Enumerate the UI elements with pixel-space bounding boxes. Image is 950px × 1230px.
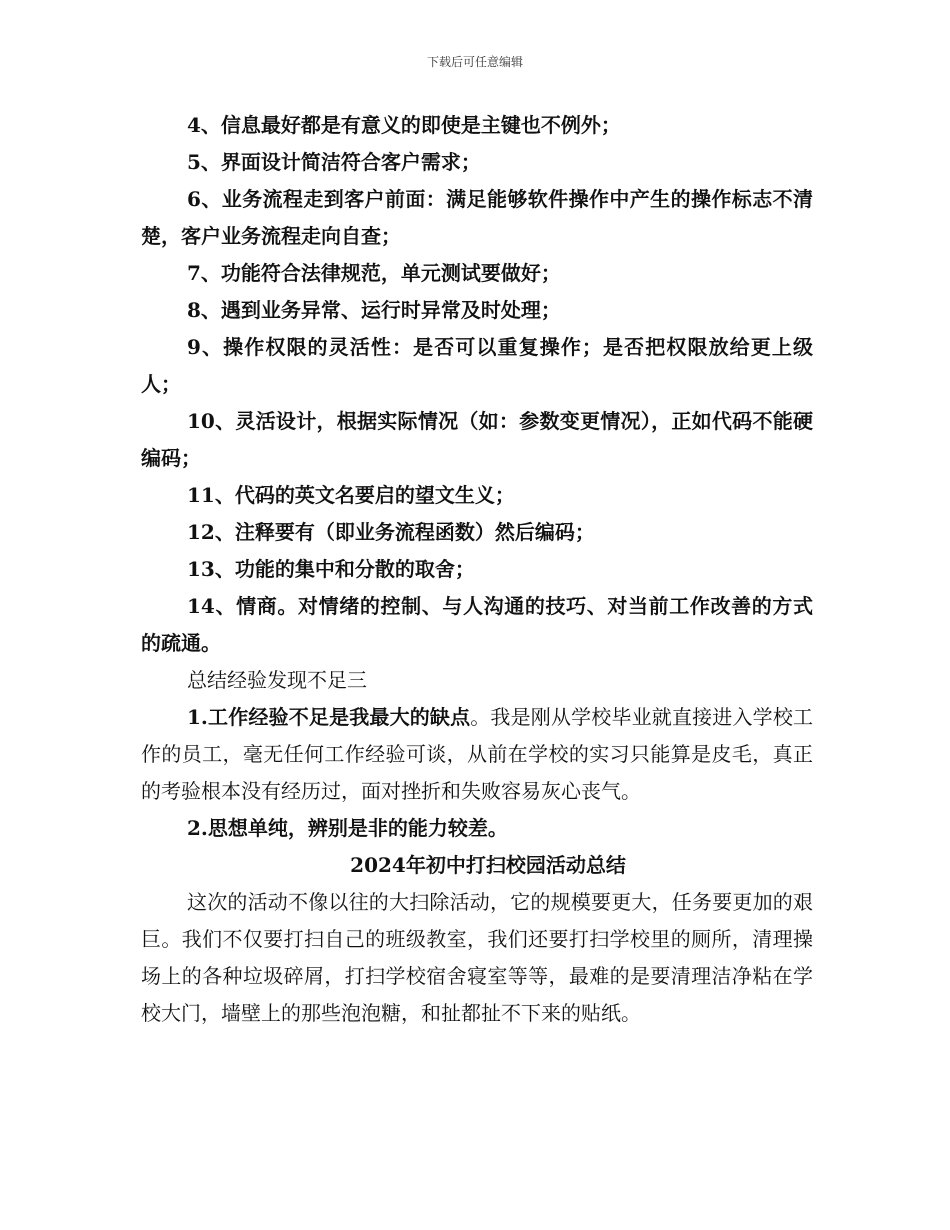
page-header: 下载后可任意编辑 xyxy=(426,55,523,69)
point-2: 2.思想单纯，辨别是非的能力较差。 xyxy=(187,816,508,840)
list-item: 10、灵活设计，根据实际情况（如：参数变更情况），正如代码不能硬编码； xyxy=(141,409,813,470)
list-item: 5、界面设计简洁符合客户需求； xyxy=(187,150,481,174)
article-body: 这次的活动不像以往的大扫除活动，它的规模要更大，任务要更加的艰巨。我们不仅要打扫自己的班级教室，我们还要打扫学校里的厕所，清理操场上的各种垃圾碎屑，打扫学校宿舍寝室等等，最难的是要清理洁净粘在学校大门，墙壁上的那些泡泡糖，和扯都扯不下来的贴纸。 xyxy=(141,890,813,1025)
list-item: 13、功能的集中和分散的取舍； xyxy=(187,557,475,581)
list-item: 6、业务流程走到客户前面：满足能够软件操作中产生的操作标志不清楚，客户业务流程走向自查； xyxy=(141,187,813,248)
list-item: 9、操作权限的灵活性：是否可以重复操作；是否把权限放给更上级人； xyxy=(141,335,813,396)
list-item: 14、情商。对情绪的控制、与人沟通的技巧、对当前工作改善的方式的疏通。 xyxy=(141,594,813,655)
point-1-lead: 1.工作经验不足是我最大的缺点 xyxy=(187,705,471,729)
list-item: 7、功能符合法律规范，单元测试要做好； xyxy=(187,261,561,285)
list-item: 12、注释要有（即业务流程函数）然后编码； xyxy=(187,520,595,544)
point-1 xyxy=(141,699,813,810)
list-item: 8、遇到业务异常、运行时异常及时处理； xyxy=(187,298,561,322)
article-title: 2024年初中打扫校园活动总结 xyxy=(350,853,626,877)
list-item: 11、代码的英文名要启的望文生义； xyxy=(187,483,515,507)
list-item: 4、信息最好都是有意义的即使是主键也不例外； xyxy=(187,113,621,137)
document-body xyxy=(141,107,813,1032)
point-1-text: 。我是刚从学校毕业就直接进入学校工作的员工，毫无任何工作经验可谈，从前在学校的实习只能算是皮毛，真正的考验根本没有经历过，面对挫折和失败容易灰心丧气。 xyxy=(141,705,813,803)
section-title: 总结经验发现不足三 xyxy=(187,668,367,692)
